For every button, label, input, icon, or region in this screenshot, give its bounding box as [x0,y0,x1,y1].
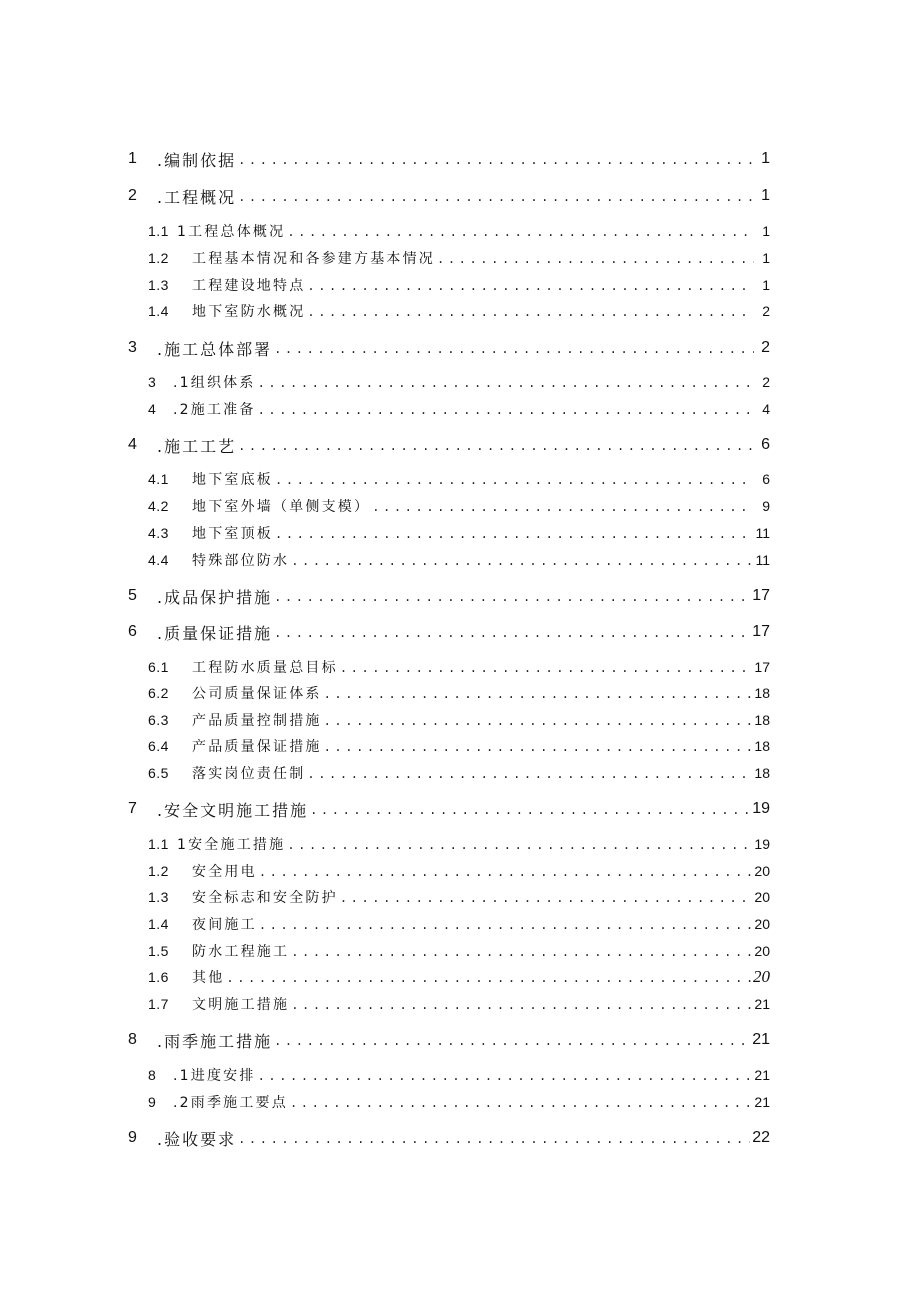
toc-entry[interactable] [128,1029,770,1051]
toc-leader-dots [437,248,754,268]
toc-entry-title: 工程防水质量总目标 [192,660,338,676]
toc-entry-number: 1.5 [148,943,169,959]
toc-leader-dots [290,1092,752,1112]
toc-entry-page: 19 [754,836,770,852]
toc-entry[interactable] [148,1064,770,1086]
toc-leader-dots [287,221,754,241]
toc-entry[interactable] [128,585,770,607]
toc-entry-title: .1进度安排 [173,1068,256,1084]
toc-entry-number: 1.1 [148,836,169,852]
toc-entry-number: 6 [128,623,138,640]
toc-entry-title: .成品保护措施 [157,587,273,607]
toc-entry-number: 7 [128,800,138,817]
toc-entry[interactable] [148,522,770,544]
toc-entry[interactable] [148,495,770,517]
toc-leader-dots [258,399,754,419]
toc-entry-page: 20 [754,889,770,905]
toc-entry-title: 地下室顶板 [192,526,273,542]
toc-entry[interactable] [148,220,770,242]
toc-leader-dots [307,275,754,295]
toc-entry-title: 1安全施工措施 [177,837,286,853]
toc-entry-number: 1.2 [148,863,169,879]
toc-leader-dots [226,967,751,987]
toc-entry[interactable] [148,247,770,269]
toc-entry-number: 8 [128,1031,138,1048]
toc-entry-page: 9 [762,498,770,514]
toc-entry-page: 17 [752,587,770,604]
toc-leader-dots [291,550,753,570]
toc-entry-number: 2 [128,187,138,204]
toc-entry-number: 5 [128,587,138,604]
toc-entry-title: .雨季施工措施 [157,1031,273,1051]
toc-leader-dots [372,496,754,516]
toc-entry[interactable] [148,993,770,1015]
toc-entry-number: 4.2 [148,498,169,514]
toc-entry[interactable] [128,621,770,643]
toc-entry-title: .施工总体部署 [157,339,273,359]
toc-entry-title: .验收要求 [157,1129,237,1149]
toc-entry-page: 21 [752,1031,770,1048]
toc-entry-page: 6 [761,436,770,453]
toc-leader-dots [259,861,753,881]
toc-entry-page: 1 [761,150,770,167]
toc-entry[interactable] [128,148,770,170]
toc-entry-page: 2 [762,374,770,390]
toc-entry[interactable] [148,682,770,704]
toc-entry[interactable] [148,300,770,322]
toc-entry-title: 特殊部位防水 [192,553,290,569]
toc-leader-dots [274,586,750,606]
toc-leader-dots [307,301,754,321]
toc-entry-title: 地下室底板 [192,472,273,488]
toc-entry-number: 1.7 [148,996,169,1012]
toc-entry[interactable] [148,398,770,420]
toc-leader-dots [275,469,754,489]
toc-entry-page: 2 [761,339,770,356]
toc-entry[interactable] [148,735,770,757]
toc-entry-page: 11 [755,525,770,541]
toc-leader-dots [238,149,754,169]
toc-leader-dots [324,736,753,756]
toc-entry-page: 1 [762,277,770,293]
toc-entry-page: 1 [761,187,770,204]
toc-entry-number: 1.3 [148,889,169,905]
toc-entry-page: 17 [752,623,770,640]
toc-entry-number: 1.6 [148,969,169,985]
toc-entry-page: 11 [755,552,770,568]
toc-entry-title: 落实岗位责任制 [192,766,306,782]
toc-entry-page: 20 [754,863,770,879]
toc-entry-page: 18 [754,765,770,781]
toc-entry[interactable] [148,886,770,908]
toc-entry-number: 1.4 [148,303,169,319]
toc-entry[interactable] [148,549,770,571]
toc-entry[interactable] [148,468,770,490]
toc-entry-number: 1.4 [148,916,169,932]
toc-leader-dots [310,799,750,819]
toc-leader-dots [291,941,752,961]
toc-entry-number: 6.5 [148,765,169,781]
toc-leader-dots [274,338,754,358]
toc-entry-number: 6.3 [148,712,169,728]
toc-entry[interactable] [148,940,770,962]
toc-leader-dots [238,1128,750,1148]
toc-entry-number: 1 [128,150,138,167]
toc-entry-number: 4.3 [148,525,169,541]
toc-entry[interactable] [148,371,770,393]
toc-entry-page: 4 [762,401,770,417]
toc-leader-dots [275,523,753,543]
toc-entry-page: 22 [752,1129,770,1146]
toc-entry-title: .质量保证措施 [157,623,273,643]
toc-entry-page: 1 [762,223,770,239]
toc-entry-title: 安全标志和安全防护 [192,890,338,906]
toc-entry-page: 18 [754,738,770,754]
toc-leader-dots [258,1065,753,1085]
toc-leader-dots [274,1030,750,1050]
toc-entry-page: 20 [753,967,770,986]
toc-leader-dots [238,435,754,455]
toc-entry-title: 工程基本情况和各参建方基本情况 [192,251,435,267]
toc-entry[interactable] [128,185,770,207]
toc-entry-page: 21 [754,1067,770,1083]
toc-entry-number: 4.4 [148,552,169,568]
toc-entry-page: 21 [754,1094,770,1110]
toc-entry-title: .安全文明施工措施 [157,800,309,820]
toc-entry[interactable] [128,1127,770,1149]
toc-leader-dots [258,372,754,392]
toc-entry[interactable] [148,274,770,296]
toc-entry-title: 其他 [192,970,225,986]
toc-entry-title: 安全用电 [192,864,257,880]
toc-entry-page: 6 [762,471,770,487]
toc-entry-page: 1 [762,250,770,266]
toc-entry-page: 18 [754,685,770,701]
toc-entry-title: 文明施工措施 [192,997,290,1013]
toc-entry-title: .编制依据 [157,150,237,170]
toc-entry[interactable] [148,709,770,731]
toc-entry-page: 18 [754,712,770,728]
toc-entry-title: 地下室防水概况 [192,304,306,320]
toc-entry[interactable] [148,913,770,935]
toc-entry-number: 4 [128,436,138,453]
toc-entry-title: 公司质量保证体系 [192,686,322,702]
toc-entry-number: 3 [128,339,138,356]
toc-entry-title: 1工程总体概况 [177,224,286,240]
toc-entry-number: 1.2 [148,250,169,266]
toc-leader-dots [340,887,753,907]
toc-leader-dots [259,914,753,934]
toc-entry-title: .1组织体系 [173,375,256,391]
toc-entry[interactable] [148,656,770,678]
toc-leader-dots [238,186,754,206]
toc-leader-dots [340,657,753,677]
toc-entry[interactable] [128,434,770,456]
toc-entry-page: 17 [754,659,770,675]
toc-entry[interactable] [128,337,770,359]
toc-entry-number: 6.1 [148,659,169,675]
toc-entry-number: 8 [148,1067,157,1083]
toc-entry-page: 19 [752,800,770,817]
toc-entry-title: .2施工准备 [173,402,256,418]
toc-leader-dots [287,834,752,854]
toc-entry-page: 20 [754,943,770,959]
toc-entry-number: 9 [128,1129,138,1146]
toc-entry[interactable] [148,966,770,988]
toc-leader-dots [307,763,752,783]
toc-entry-number: 4 [148,401,157,417]
toc-entry-title: 地下室外墙（单侧支模） [192,499,371,515]
toc-entry[interactable] [148,1091,770,1113]
toc-entry-title: .工程概况 [157,187,237,207]
toc-entry-title: .2雨季施工要点 [173,1095,288,1111]
toc-entry[interactable] [148,860,770,882]
toc-leader-dots [274,622,750,642]
toc-entry-page: 20 [754,916,770,932]
toc-entry-page: 21 [754,996,770,1012]
toc-entry[interactable] [148,762,770,784]
toc-entry-number: 6.2 [148,685,169,701]
toc-entry-title: 产品质量保证措施 [192,739,322,755]
toc-entry-title: 工程建设地特点 [192,278,306,294]
toc-entry-number: 4.1 [148,471,169,487]
toc-leader-dots [324,710,753,730]
toc-entry-title: .施工工艺 [157,436,237,456]
toc-entry[interactable] [148,833,770,855]
toc-entry-page: 2 [762,303,770,319]
toc-leader-dots [291,994,752,1014]
toc-leader-dots [324,683,753,703]
toc-entry-number: 3 [148,374,157,390]
toc-entry-title: 产品质量控制措施 [192,713,322,729]
toc-entry-title: 夜间施工 [192,917,257,933]
toc-entry-number: 1.3 [148,277,169,293]
toc-entry-number: 9 [148,1094,157,1110]
toc-entry-number: 6.4 [148,738,169,754]
toc-entry[interactable] [128,798,770,820]
toc-entry-title: 防水工程施工 [192,944,290,960]
toc-entry-number: 1.1 [148,223,169,239]
